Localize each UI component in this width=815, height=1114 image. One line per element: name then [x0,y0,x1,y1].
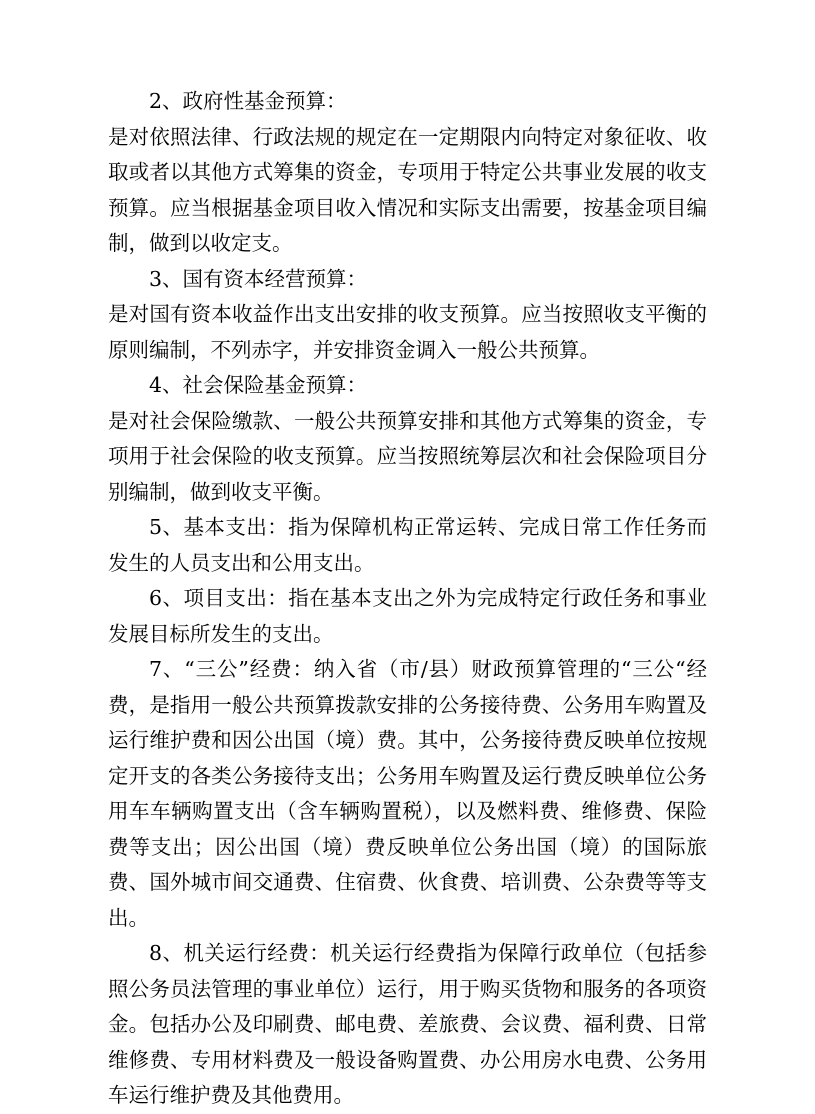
paragraph-state-capital-budget-text: 是对国有资本收益作出支出安排的收支预算。应当按照收支平衡的原则编制，不列赤字，并安排资金调入一般公共预算。 [108,302,707,362]
paragraph-project-expenditure: 6、项目支出：指在基本支出之外为完成特定行政任务和事业发展目标所发生的支出。 [108,586,707,646]
paragraph-government-fund-budget-text: 是对依照法律、行政法规的规定在一定期限内向特定对象征收、收取或者以其他方式筹集的资金，专项用于特定公共事业发展的收支预算。应当根据基金项目收入情况和实际支出需要，按基金项目编制，做到以收定支。 [108,124,707,255]
paragraph-social-insurance-budget-text: 是对社会保险缴款、一般公共预算安排和其他方式筹集的资金，专项用于社会保险的收支预算。应当按照统筹层次和社会保险项目分别编制，做到收支平衡。 [108,408,707,504]
paragraph-agency-operating-expenses: 8、机关运行经费：机关运行经费指为保障行政单位（包括参照公务员法管理的事业单位）运行，用于购买货物和服务的各项资金。包括办公及印刷费、邮电费、差旅费、会议费、福利费、日常维修费、专用材料费及一般设备购置费、办公用房水电费、公务用车运行维护费及其他费用。 [108,941,707,1107]
paragraph-state-capital-budget-heading: 3、国有资本经营预算： [149,266,368,291]
paragraph-social-insurance-budget-heading: 4、社会保险基金预算： [149,373,368,397]
paragraph-basic-expenditure: 5、基本支出：指为保障机构正常运转、完成日常工作任务而发生的人员支出和公用支出。 [108,515,707,575]
paragraph-three-public-funds: 7、“三公”经费：纳入省（市/县）财政预算管理的“三公“经费，是指用一般公共预算拨款安排的公务接待费、公务用车购置及运行维护费和因公出国（境）费。其中，公务接待费反映单位按规定开支的各类公务接待支出；公务用车购置及运行费反映单位公务用车车辆购置支出（含车辆购置税），以及燃料费、维修费、保险费等支出；因公出国（境）费反映单位公务出国（境）的国际旅费、国外城市间交通费、住宿费、伙食费、培训费、公杂费等等支出。 [108,657,707,930]
document-body [108,84,707,1114]
paragraph-government-fund-budget-heading: 2、政府性基金预算： [149,89,347,113]
